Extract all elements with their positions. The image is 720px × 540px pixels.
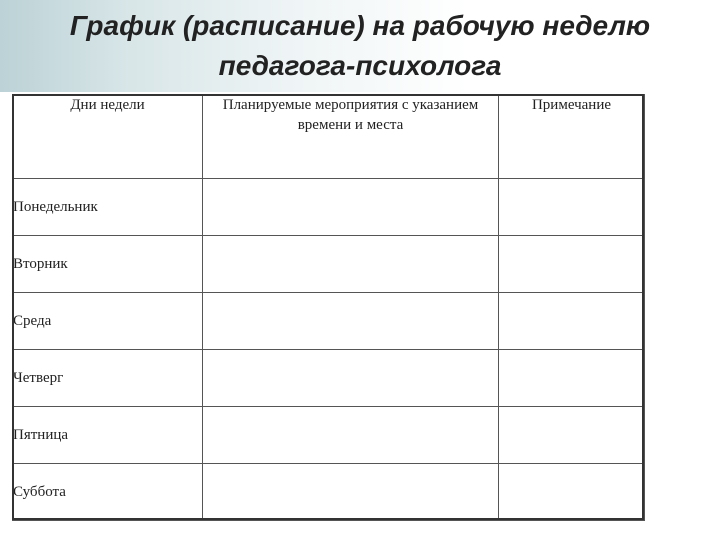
notes-cell-saturday[interactable] xyxy=(499,464,645,521)
table-row xyxy=(13,179,645,236)
events-cell-saturday[interactable] xyxy=(203,464,499,521)
day-cell-thursday: Четверг xyxy=(13,350,203,407)
header-days: Дни недели xyxy=(13,95,203,179)
schedule-table xyxy=(12,94,645,521)
notes-cell-wednesday[interactable] xyxy=(499,293,645,350)
day-cell-wednesday: Среда xyxy=(13,293,203,350)
events-cell-monday[interactable] xyxy=(203,179,499,236)
day-cell-tuesday: Вторник xyxy=(13,236,203,293)
table-row xyxy=(13,236,645,293)
table-row xyxy=(13,350,645,407)
header-events: Планируемые мероприятия с указанием времени и места xyxy=(203,95,499,179)
notes-cell-thursday[interactable] xyxy=(499,350,645,407)
notes-cell-friday[interactable] xyxy=(499,407,645,464)
title-line-2: педагога-психолога xyxy=(218,50,502,81)
day-cell-saturday: Суббота xyxy=(13,464,203,521)
page-title xyxy=(0,6,720,86)
day-cell-monday: Понедельник xyxy=(13,179,203,236)
events-cell-thursday[interactable] xyxy=(203,350,499,407)
title-line-1: График (расписание) на рабочую неделю xyxy=(69,10,651,41)
events-cell-friday[interactable] xyxy=(203,407,499,464)
notes-cell-tuesday[interactable] xyxy=(499,236,645,293)
table-row xyxy=(13,407,645,464)
notes-cell-monday[interactable] xyxy=(499,179,645,236)
day-cell-friday: Пятница xyxy=(13,407,203,464)
table-row xyxy=(13,293,645,350)
events-cell-wednesday[interactable] xyxy=(203,293,499,350)
events-cell-tuesday[interactable] xyxy=(203,236,499,293)
table-header-row xyxy=(13,95,645,179)
header-notes: Примечание xyxy=(499,95,645,179)
table-row xyxy=(13,464,645,521)
